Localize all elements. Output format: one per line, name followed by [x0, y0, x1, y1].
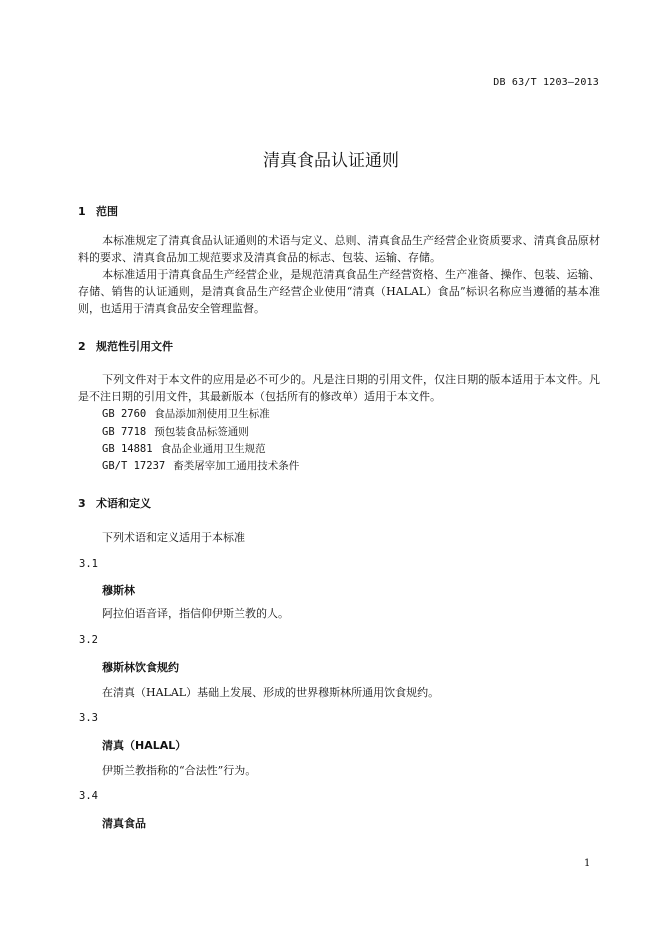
- reference-code: GB 14881: [102, 443, 153, 455]
- terms-intro: 下列术语和定义适用于本标准: [102, 531, 245, 544]
- section-title: 规范性引用文件: [96, 340, 173, 353]
- term-number: 3.1: [79, 558, 98, 570]
- section-title: 范围: [96, 205, 118, 218]
- page-number: 1: [584, 858, 591, 869]
- paragraph-text: 本标准规定了清真食品认证通则的术语与定义、总则、清真食品生产经营企业资质要求、清真食品原材料的要求、清真食品加工规范要求及清真食品的标志、包装、运输、存储。: [78, 234, 600, 264]
- references-paragraph: [78, 371, 600, 405]
- term-title: 清真（HALAL）: [102, 739, 187, 752]
- reference-code: GB 7718: [102, 426, 147, 438]
- term-title: 清真食品: [102, 817, 146, 830]
- reference-name: 预包装食品标签通则: [154, 426, 249, 438]
- term-definition: 阿拉伯语音译，指信仰伊斯兰教的人。: [102, 607, 289, 620]
- section-number: 2: [78, 340, 86, 353]
- reference-item: [102, 441, 266, 456]
- document-number: DB 63/T 1203—2013: [493, 77, 599, 88]
- reference-name: 食品添加剂使用卫生标准: [154, 408, 270, 420]
- reference-name: 食品企业通用卫生规范: [160, 443, 266, 455]
- paragraph-text: 下列文件对于本文件的应用是必不可少的。凡是注日期的引用文件，仅注日期的版本适用于本文件。凡是不注日期的引用文件，其最新版本（包括所有的修改单）适用于本文件。: [78, 373, 600, 403]
- term-title: 穆斯林饮食规约: [102, 661, 179, 674]
- reference-code: GB/T 17237: [102, 460, 166, 472]
- section-heading-3: [78, 495, 151, 511]
- section-title: 术语和定义: [96, 497, 151, 510]
- reference-item: [102, 406, 270, 421]
- term-number: 3.3: [79, 712, 98, 724]
- scope-paragraph-1: [78, 232, 600, 266]
- term-number: 3.4: [79, 790, 98, 802]
- reference-code: GB 2760: [102, 408, 147, 420]
- section-number: 3: [78, 497, 86, 510]
- term-number: 3.2: [79, 634, 98, 646]
- section-heading-2: [78, 338, 173, 354]
- term-definition: 在清真（HALAL）基础上发展、形成的世界穆斯林所通用饮食规约。: [102, 686, 440, 699]
- reference-item: [102, 458, 299, 473]
- paragraph-text: 本标准适用于清真食品生产经营企业，是规范清真食品生产经营资格、生产准备、操作、包装、运输、存储、销售的认证通则，是清真食品生产经营企业使用“清真（HALAL）食品”标识名称应当遵循的基本准则，也适用于清真食品安全管理监督。: [78, 268, 600, 315]
- reference-name: 畜类屠宰加工通用技术条件: [173, 460, 300, 472]
- term-definition: 伊斯兰教指称的“合法性”行为。: [102, 764, 257, 777]
- section-heading-1: [78, 203, 118, 219]
- scope-paragraph-2: [78, 266, 600, 317]
- page-title: 清真食品认证通则: [263, 151, 399, 171]
- reference-item: [102, 424, 249, 439]
- section-number: 1: [78, 205, 86, 218]
- term-title: 穆斯林: [102, 584, 135, 597]
